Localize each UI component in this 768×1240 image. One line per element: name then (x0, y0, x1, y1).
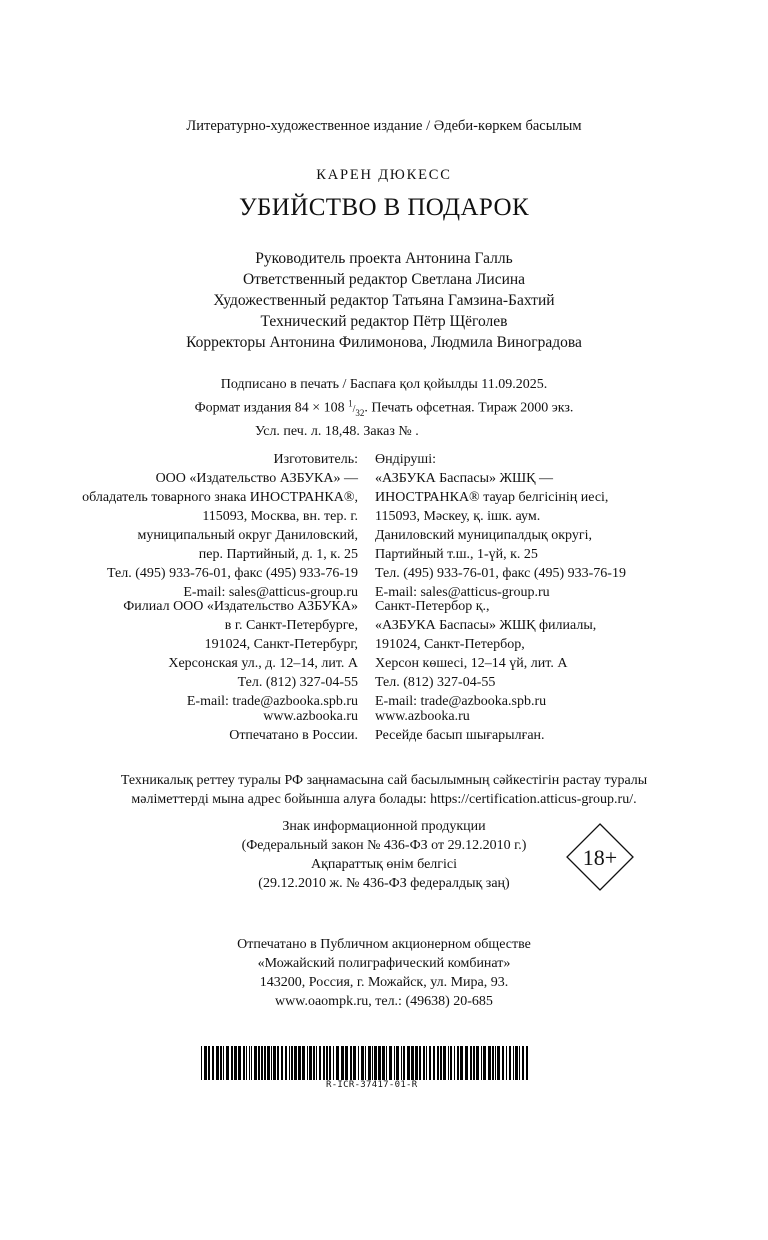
barcode-bar (291, 1046, 293, 1080)
barcode-bar (294, 1046, 297, 1080)
site-ru (0, 707, 358, 745)
barcode-bar (396, 1046, 399, 1080)
sheets-order: Усл. печ. л. 18,48. Заказ № . (255, 424, 419, 440)
manufacturer-ru-line: ООО «Издательство АЗБУКА» — (155, 471, 358, 486)
barcode-bar (519, 1046, 520, 1080)
barcode-bar (289, 1046, 290, 1080)
barcode-bar (450, 1046, 452, 1080)
format-fraction (348, 398, 365, 418)
manufacturer-kz-line: Тел. (495) 933-76-01, факс (495) 933-76-19 (375, 566, 626, 581)
barcode-bar (495, 1046, 496, 1080)
barcode-bar (457, 1046, 459, 1080)
format-line: Формат издания 84 × 108 $^1/_{32}$. Печать офсетная. Тираж 2000 экз. (194, 398, 574, 418)
barcode-bar (502, 1046, 504, 1080)
barcode-bar (454, 1046, 455, 1080)
barcode-bar (243, 1046, 245, 1080)
print-info (0, 375, 768, 441)
barcode-bar (382, 1046, 385, 1080)
certification-line: мәліметтерді мына адрес бойынша алуға болады: https://certification.atticus-group.ru/. (131, 792, 637, 807)
info-sign-line: (29.12.2010 ж. № 436-ФЗ федералдық заң) (258, 876, 510, 891)
barcode-bar (386, 1046, 387, 1080)
barcode-bar (336, 1046, 339, 1080)
manufacturer-ru (0, 450, 358, 602)
barcode-bar (285, 1046, 287, 1080)
barcode-bar (345, 1046, 348, 1080)
barcode-bar (374, 1046, 377, 1080)
manufacturer-ru-line: 115093, Москва, вн. тер. г. (202, 509, 358, 524)
fraction-slash: / (352, 403, 356, 415)
manufacturer-ru-line: пер. Партийный, д. 1, к. 25 (198, 547, 358, 562)
branch-ru-line: Тел. (812) 327-04-55 (237, 675, 358, 690)
staff-line: Художественный редактор Татьяна Гамзина-Бахтий (213, 292, 555, 309)
barcode-bar (234, 1046, 237, 1080)
branch-ru (0, 597, 358, 711)
fraction-numerator: 1 (348, 398, 353, 408)
printer-line: www.oaompk.ru, тел.: (49638) 20-685 (275, 994, 493, 1009)
manufacturer-kz-line: 115093, Мәскеу, қ. ішк. аум. (375, 509, 541, 524)
manufacturer-ru-line: Тел. (495) 933-76-01, факс (495) 933-76-19 (107, 566, 358, 581)
barcode-bar (429, 1046, 431, 1080)
manufacturer-ru-line: обладатель товарного знака ИНОСТРАНКА®, (82, 490, 358, 505)
barcode-bar (267, 1046, 270, 1080)
barcode-bar (506, 1046, 507, 1080)
branch-ru-line: 191024, Санкт-Петербург, (204, 637, 358, 652)
age-rating-label: 18+ (582, 845, 618, 870)
staff-line: Ответственный редактор Светлана Лисина (242, 271, 526, 288)
staff-credits (0, 248, 768, 353)
barcode-bar (353, 1046, 356, 1080)
branch-ru-line: в г. Санкт-Петербурге, (224, 618, 358, 633)
barcode-bar (470, 1046, 472, 1080)
printer-line: 143200, Россия, г. Можайск, ул. Мира, 93. (259, 975, 509, 990)
barcode-bar (488, 1046, 491, 1080)
site-kz-line: www.azbooka.ru (375, 709, 470, 724)
signed-date: Подписано в печать / Баспаға қол қойылды 11.09.2025. (220, 377, 548, 392)
barcode-bar (440, 1046, 442, 1080)
printer-line: Отпечатано в Публичном акционерном обществе (237, 937, 531, 952)
barcode-bar (204, 1046, 207, 1080)
branch-kz-line: «АЗБУКА Баспасы» ЖШҚ филиалы, (375, 618, 597, 633)
barcode-bar (401, 1046, 402, 1080)
barcode-bar (368, 1046, 371, 1080)
barcode-bar (271, 1046, 272, 1080)
branch-kz (375, 597, 755, 711)
manufacturer-kz (375, 450, 755, 602)
barcode-bar (522, 1046, 524, 1080)
branch-ru-line: Филиал ООО «Издательство АЗБУКА» (123, 599, 358, 614)
barcode-bar (313, 1046, 315, 1080)
barcode-bar (443, 1046, 446, 1080)
barcode-bar (249, 1046, 250, 1080)
manufacturer-ru-line: E-mail: sales@atticus-group.ru (183, 585, 358, 600)
manufacturer-kz-line: «АЗБУКА Баспасы» ЖШҚ — (375, 471, 553, 486)
barcode-bar (415, 1046, 418, 1080)
barcode-bar (481, 1046, 482, 1080)
branch-kz-line: Тел. (812) 327-04-55 (375, 675, 496, 690)
barcode-bar (448, 1046, 449, 1080)
barcode-bar (333, 1046, 334, 1080)
manufacturer-kz-line: E-mail: sales@atticus-group.ru (375, 585, 550, 600)
barcode-bar (509, 1046, 511, 1080)
genre-line: Литературно-художественное издание / Әдеби-көркем басылым (186, 118, 582, 134)
barcode-bar (329, 1046, 331, 1080)
barcode-bar (309, 1046, 312, 1080)
barcode-bar (231, 1046, 233, 1080)
branch-kz-line: 191024, Санкт-Петербор, (375, 637, 525, 652)
barcode-bar (476, 1046, 479, 1080)
barcode-bar (378, 1046, 381, 1080)
manufacturer-ru-line: Изготовитель: (273, 452, 358, 467)
barcode-bar (350, 1046, 352, 1080)
barcode-bar (258, 1046, 260, 1080)
author-name: КАРЕН ДЮКЕСС (316, 167, 452, 183)
info-sign-line: Ақпараттық өнім белгісі (310, 857, 458, 872)
barcode-bar (326, 1046, 328, 1080)
certification-line: Техникалық реттеу туралы РФ заңнамасына сай басылымның сәйкестігін растау туралы (120, 773, 648, 788)
branch-kz-line: E-mail: trade@azbooka.spb.ru (375, 694, 547, 709)
info-sign-line: (Федеральный закон № 436-ФЗ от 29.12.2010 г.) (241, 838, 527, 853)
printer-line: «Можайский полиграфический комбинат» (257, 956, 511, 971)
barcode-bar (437, 1046, 439, 1080)
site-ru-line: www.azbooka.ru (263, 709, 358, 724)
barcode-bar (212, 1046, 214, 1080)
barcode-bar (220, 1046, 222, 1080)
barcode-bar (319, 1046, 321, 1080)
barcode-bar (281, 1046, 283, 1080)
barcode-bar (394, 1046, 395, 1080)
barcode-bar (365, 1046, 366, 1080)
barcode-bar (261, 1046, 263, 1080)
fraction-denominator: 32 (355, 407, 365, 418)
barcode-bar (411, 1046, 414, 1080)
barcode-bar (403, 1046, 405, 1080)
printer-info (0, 935, 768, 1011)
barcode-bar (316, 1046, 317, 1080)
barcode-bar (216, 1046, 219, 1080)
barcode-bar (372, 1046, 373, 1080)
info-product-sign (0, 817, 768, 893)
manufacturer-kz-line: Даниловский муниципалдық округі, (375, 528, 592, 543)
staff-line: Технический редактор Пётр Щёголев (260, 313, 508, 330)
barcode-bar (492, 1046, 494, 1080)
barcode-bar (358, 1046, 359, 1080)
barcode-bar (251, 1046, 252, 1080)
age-rating-badge (566, 823, 634, 891)
barcode-image (200, 1046, 530, 1080)
barcode-bar (277, 1046, 279, 1080)
branch-ru-line: Херсонская ул., д. 12–14, лит. А (168, 656, 358, 671)
branch-kz-line: Херсон көшесі, 12–14 үй, лит. А (375, 656, 568, 671)
barcode-bar (307, 1046, 308, 1080)
barcode-bar (419, 1046, 421, 1080)
barcode-bar (460, 1046, 463, 1080)
barcode-bar (246, 1046, 247, 1080)
barcode-bar (201, 1046, 202, 1080)
site-ru-line: Отпечатано в России. (229, 728, 358, 743)
barcode-bar (526, 1046, 528, 1080)
manufacturer-ru-line: муниципальный округ Даниловский, (137, 528, 358, 543)
barcode-bar (465, 1046, 468, 1080)
barcode-bar (407, 1046, 410, 1080)
barcode-bar (473, 1046, 475, 1080)
barcode-bar (298, 1046, 301, 1080)
barcode-bar (302, 1046, 305, 1080)
barcode-bar (423, 1046, 425, 1080)
barcode-bar (223, 1046, 224, 1080)
barcode-bar (389, 1046, 392, 1080)
site-kz (375, 707, 755, 745)
site-kz-line: Ресейде басып шығарылған. (375, 728, 545, 743)
certification-note (0, 771, 768, 809)
barcode-bar (323, 1046, 325, 1080)
barcode-bar (483, 1046, 486, 1080)
branch-ru-line: E-mail: trade@azbooka.spb.ru (186, 694, 358, 709)
barcode-bar (264, 1046, 266, 1080)
barcode-text: R-ICR-37417-01-R (326, 1080, 418, 1090)
barcode-bar (254, 1046, 257, 1080)
barcode-bar (513, 1046, 514, 1080)
barcode-bar (515, 1046, 518, 1080)
manufacturer-kz-line: Партийный т.ш., 1-үй, к. 25 (375, 547, 538, 562)
barcode-bar (426, 1046, 427, 1080)
barcode-bar (273, 1046, 276, 1080)
manufacturer-kz-line: ИНОСТРАНКА® тауар белгісінің иесі, (375, 490, 609, 505)
branch-kz-line: Санкт-Петербор қ., (375, 599, 490, 614)
barcode-bar (497, 1046, 500, 1080)
barcode-bar (208, 1046, 210, 1080)
barcode-bar (238, 1046, 241, 1080)
barcode-bar (433, 1046, 435, 1080)
barcode-bar (341, 1046, 344, 1080)
staff-line: Корректоры Антонина Филимонова, Людмила Виноградова (186, 334, 582, 351)
barcode-bar (226, 1046, 229, 1080)
staff-line: Руководитель проекта Антонина Галль (255, 250, 513, 267)
manufacturer-kz-line: Өндіруші: (375, 452, 436, 467)
book-title: УБИЙСТВО В ПОДАРОК (238, 194, 530, 221)
barcode-bar (361, 1046, 364, 1080)
info-sign-line: Знак информационной продукции (282, 819, 486, 834)
